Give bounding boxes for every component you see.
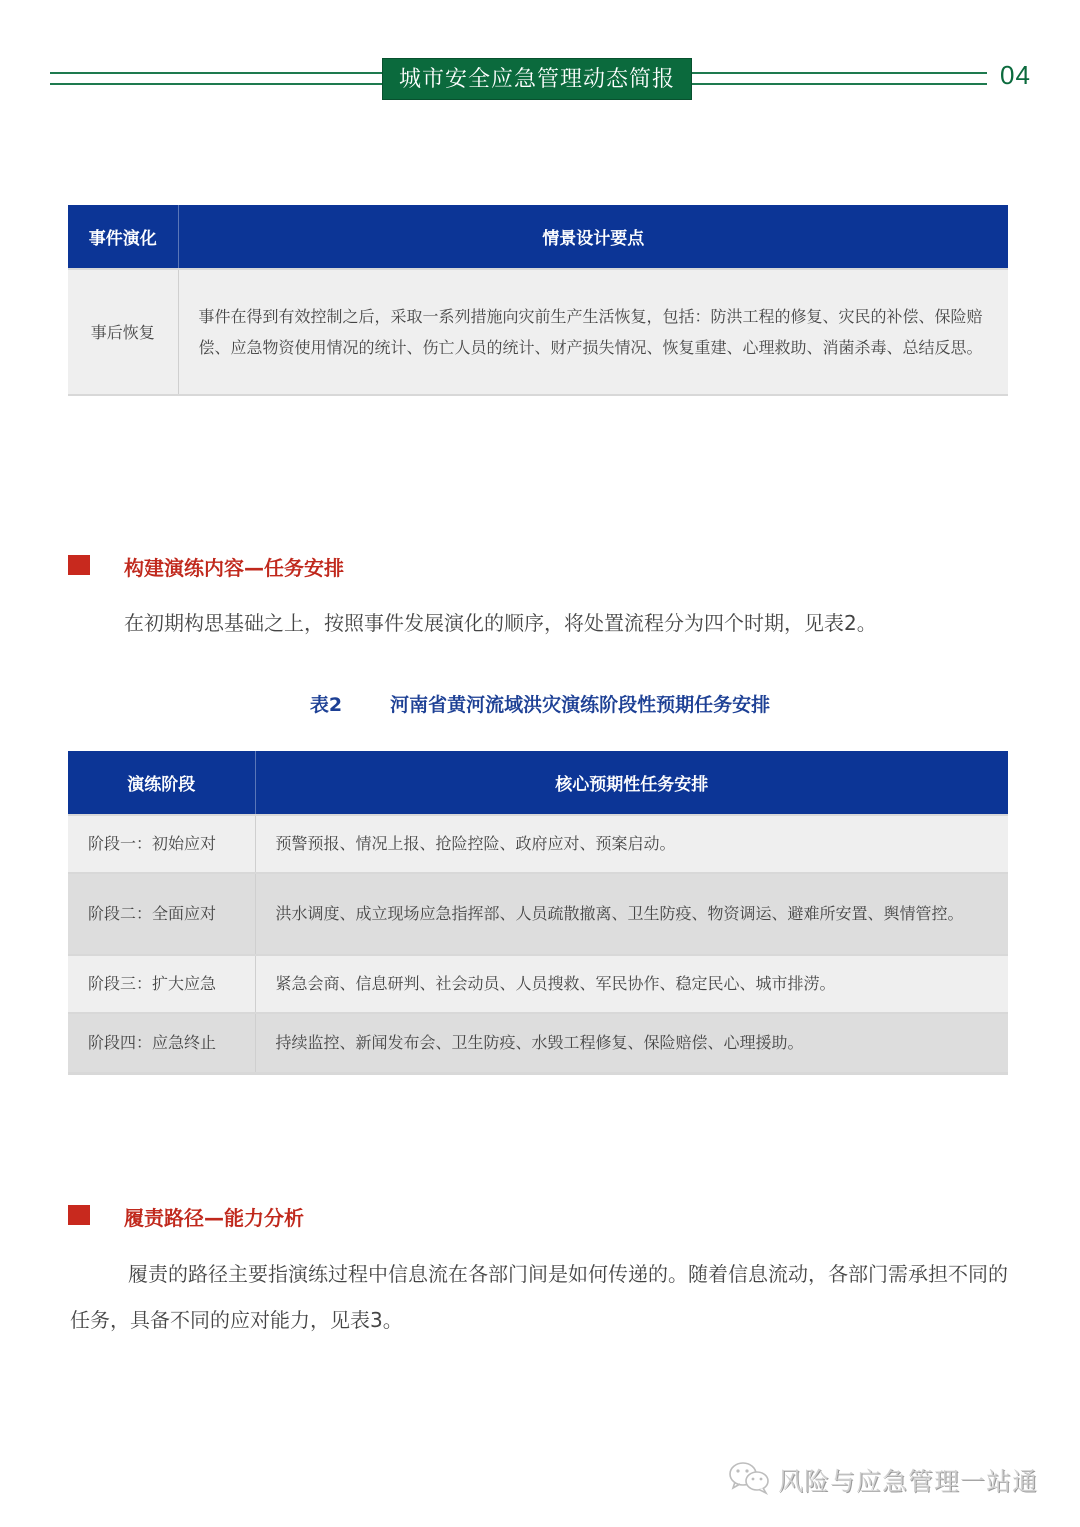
table-title: 河南省黄河流域洪灾演练阶段性预期任务安排 xyxy=(390,694,771,716)
header-rule xyxy=(690,83,987,85)
stage-task-table xyxy=(68,751,1008,1075)
table-row xyxy=(68,955,1008,1013)
column-header: 演练阶段 xyxy=(68,751,255,815)
section-marker-icon xyxy=(68,1205,90,1225)
section-paragraph: 履责的路径主要指演练过程中信息流在各部门间是如何传递的。随着信息流动，各部门需承担不同的任务，具备不同的应对能力，见表3。 xyxy=(70,1262,1008,1332)
page-number: 04 xyxy=(1000,60,1031,90)
tasks-cell: 持续监控、新闻发布会、卫生防疫、水毁工程修复、保险赔偿、心理援助。 xyxy=(255,1013,1008,1073)
table-caption xyxy=(0,690,1080,717)
wechat-icon xyxy=(728,1461,772,1499)
tasks-cell: 紧急会商、信息研判、社会动员、人员搜救、军民协作、稳定民心、城市排涝。 xyxy=(255,955,1008,1013)
table-number: 表2 xyxy=(309,694,343,716)
stage-cell: 阶段四：应急终止 xyxy=(68,1013,255,1073)
table-row xyxy=(68,815,1008,873)
content-cell: 事件在得到有效控制之后，采取一系列措施向灾前生产生活恢复，包括：防洪工程的修复、灾民的补偿、保险赔偿、应急物资使用情况的统计、伤亡人员的统计、财产损失情况、恢复重建、心理救助、消菌杀毒、总结反思。 xyxy=(178,269,1008,395)
column-header: 核心预期性任务安排 xyxy=(255,751,1008,815)
header-rule xyxy=(50,83,385,85)
tasks-cell: 预警预报、情况上报、抢险控险、政府应对、预案启动。 xyxy=(255,815,1008,873)
page-header xyxy=(50,58,1040,102)
section-marker-icon xyxy=(68,555,90,575)
watermark xyxy=(728,1460,1038,1500)
table-row xyxy=(68,269,1008,395)
header-rule xyxy=(690,72,987,74)
stage-cell: 阶段一：初始应对 xyxy=(68,815,255,873)
bulletin-title: 城市安全应急管理动态简报 xyxy=(382,58,692,100)
watermark-text: 风险与应急管理一站通 xyxy=(778,1467,1039,1496)
table-row xyxy=(68,873,1008,955)
scenario-design-table xyxy=(68,205,1008,396)
section-title: 履责路径—能力分析 xyxy=(124,1206,304,1230)
tasks-cell: 洪水调度、成立现场应急指挥部、人员疏散撤离、卫生防疫、物资调运、避难所安置、舆情管控。 xyxy=(255,873,1008,955)
stage-cell: 事后恢复 xyxy=(68,269,178,395)
section-title: 构建演练内容—任务安排 xyxy=(124,556,344,580)
stage-cell: 阶段三：扩大应急 xyxy=(68,955,255,1013)
column-header: 情景设计要点 xyxy=(178,205,1008,269)
section-paragraph: 在初期构思基础之上，按照事件发展演化的顺序，将处置流程分为四个时期，见表2。 xyxy=(124,611,877,635)
column-header: 事件演化 xyxy=(68,205,178,269)
stage-cell: 阶段二：全面应对 xyxy=(68,873,255,955)
table-row xyxy=(68,1013,1008,1073)
header-rule xyxy=(50,72,385,74)
